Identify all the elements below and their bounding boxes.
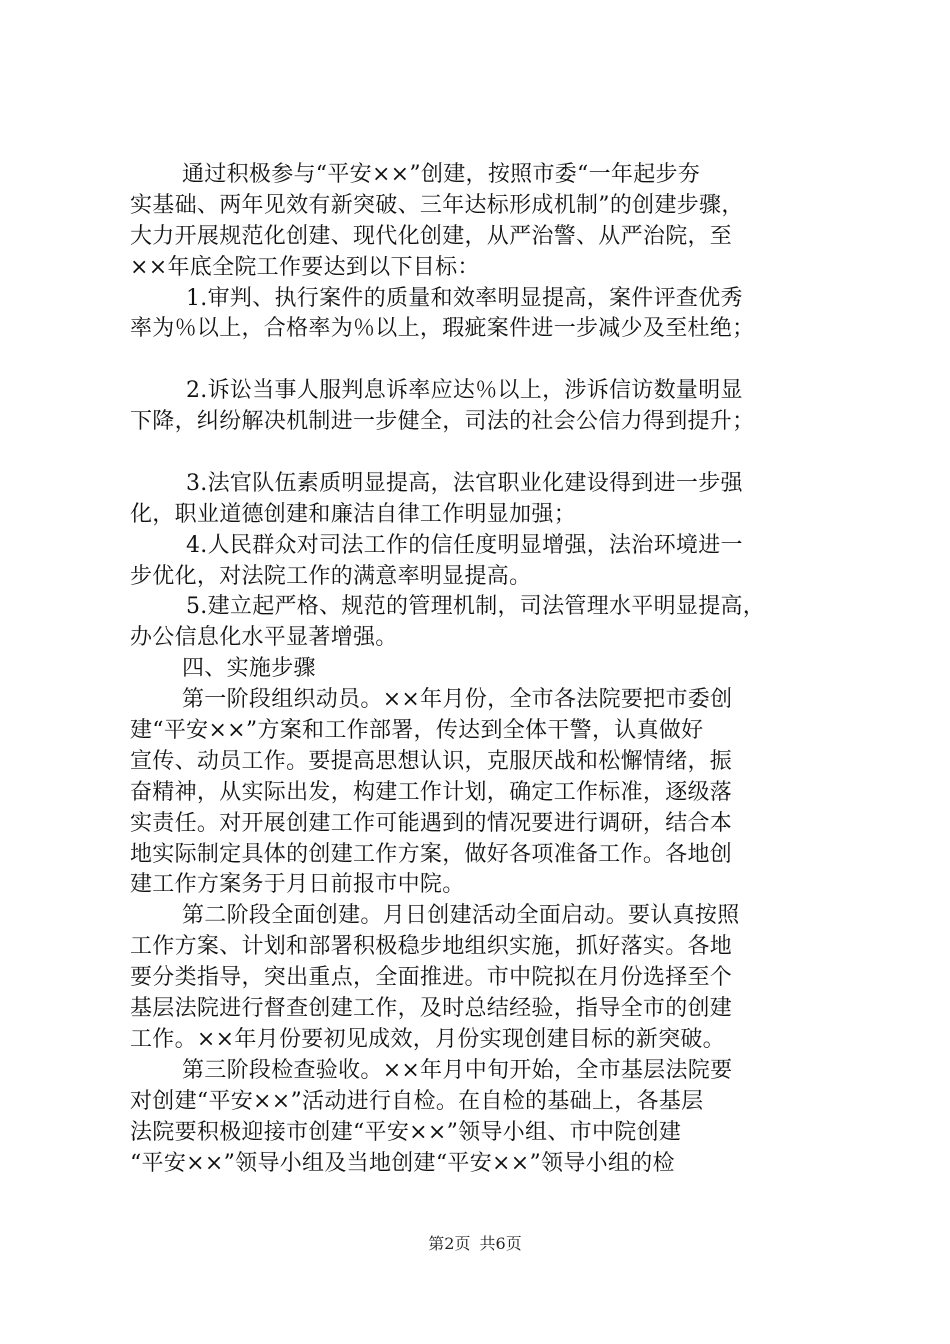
goal-item-line: 5.建立起严格、规范的管理机制，司法管理水平明显提高， — [186, 594, 766, 620]
paragraph-line: 实基础、两年见效有新突破、三年达标形成机制”的创建步骤， — [130, 192, 744, 218]
goal-item-line: 3.法官队伍素质明显提高，法官职业化建设得到进一步强 — [186, 470, 743, 496]
goal-item-line: 办公信息化水平显著增强。 — [130, 625, 398, 651]
paragraph-line: 实责任。对开展创建工作可能遇到的情况要进行调研，结合本 — [130, 810, 733, 836]
goal-item-line: 步优化，对法院工作的满意率明显提高。 — [130, 563, 532, 589]
paragraph-line: ××年底全院工作要达到以下目标： — [130, 254, 480, 280]
paragraph-line: 通过积极参与“平安××”创建，按照市委“一年起步夯 — [182, 162, 701, 187]
paragraph-line: 要分类指导，突出重点，全面推进。市中院拟在月份选择至个 — [130, 965, 733, 991]
section-heading: 四、实施步骤 — [182, 656, 316, 682]
paragraph-line: 工作。××年月份要初见成效，月份实现创建目标的新突破。 — [130, 1026, 725, 1052]
blank-line — [130, 438, 835, 469]
goal-item-line: 下降，纠纷解决机制进一步健全，司法的社会公信力得到提升； — [130, 409, 755, 435]
paragraph-line: “平安××”领导小组及当地创建“平安××”领导小组的检 — [130, 1150, 675, 1176]
paragraph-line: 第三阶段检查验收。××年月中旬开始，全市基层法院要 — [182, 1057, 733, 1083]
page-total: 共6页 — [479, 1234, 522, 1253]
goal-item-line: 化，职业道德创建和廉洁自律工作明显加强； — [130, 501, 577, 527]
page-number: 第2页 — [428, 1234, 471, 1253]
paragraph-line: 对创建“平安××”活动进行自检。在自检的基础上，各基层 — [130, 1088, 704, 1114]
paragraph-line: 第二阶段全面创建。月日创建活动全面启动。要认真按照 — [182, 903, 740, 929]
goal-item-line: 1.审判、执行案件的质量和效率明显提高，案件评查优秀 — [186, 285, 743, 311]
paragraph-line: 建工作方案务于月日前报市中院。 — [130, 872, 465, 898]
paragraph-line: 奋精神，从实际出发，构建工作计划，确定工作标准，逐级落 — [130, 779, 733, 805]
goal-item-line: 率为％以上，合格率为％以上，瑕疵案件进一步减少及至杜绝； — [130, 316, 755, 342]
paragraph-line: 宣传、动员工作。要提高思想认识，克服厌战和松懈情绪，振 — [130, 748, 733, 774]
paragraph-line: 大力开展规范化创建、现代化创建，从严治警、从严治院，至 — [130, 223, 733, 249]
paragraph-line: 地实际制定具体的创建工作方案，做好各项准备工作。各地创 — [130, 841, 733, 867]
goal-item-line: 2.诉讼当事人服判息诉率应达％以上，涉诉信访数量明显 — [186, 378, 743, 404]
paragraph-line: 第一阶段组织动员。××年月份，全市各法院要把市委创 — [182, 687, 733, 713]
paragraph-line: 法院要积极迎接市创建“平安××”领导小组、市中院创建 — [130, 1119, 682, 1145]
goal-item-line: 4.人民群众对司法工作的信任度明显增强，法治环境进一 — [186, 532, 743, 558]
page-footer — [0, 1234, 950, 1254]
blank-line — [130, 345, 835, 376]
paragraph-line: 工作方案、计划和部署积极稳步地组织实施，抓好落实。各地 — [130, 934, 733, 960]
paragraph-line: 建“平安××”方案和工作部署，传达到全体干警，认真做好 — [130, 718, 704, 744]
paragraph-line: 基层法院进行督查创建工作，及时总结经验，指导全市的创建 — [130, 996, 733, 1022]
document-body — [130, 160, 835, 1179]
